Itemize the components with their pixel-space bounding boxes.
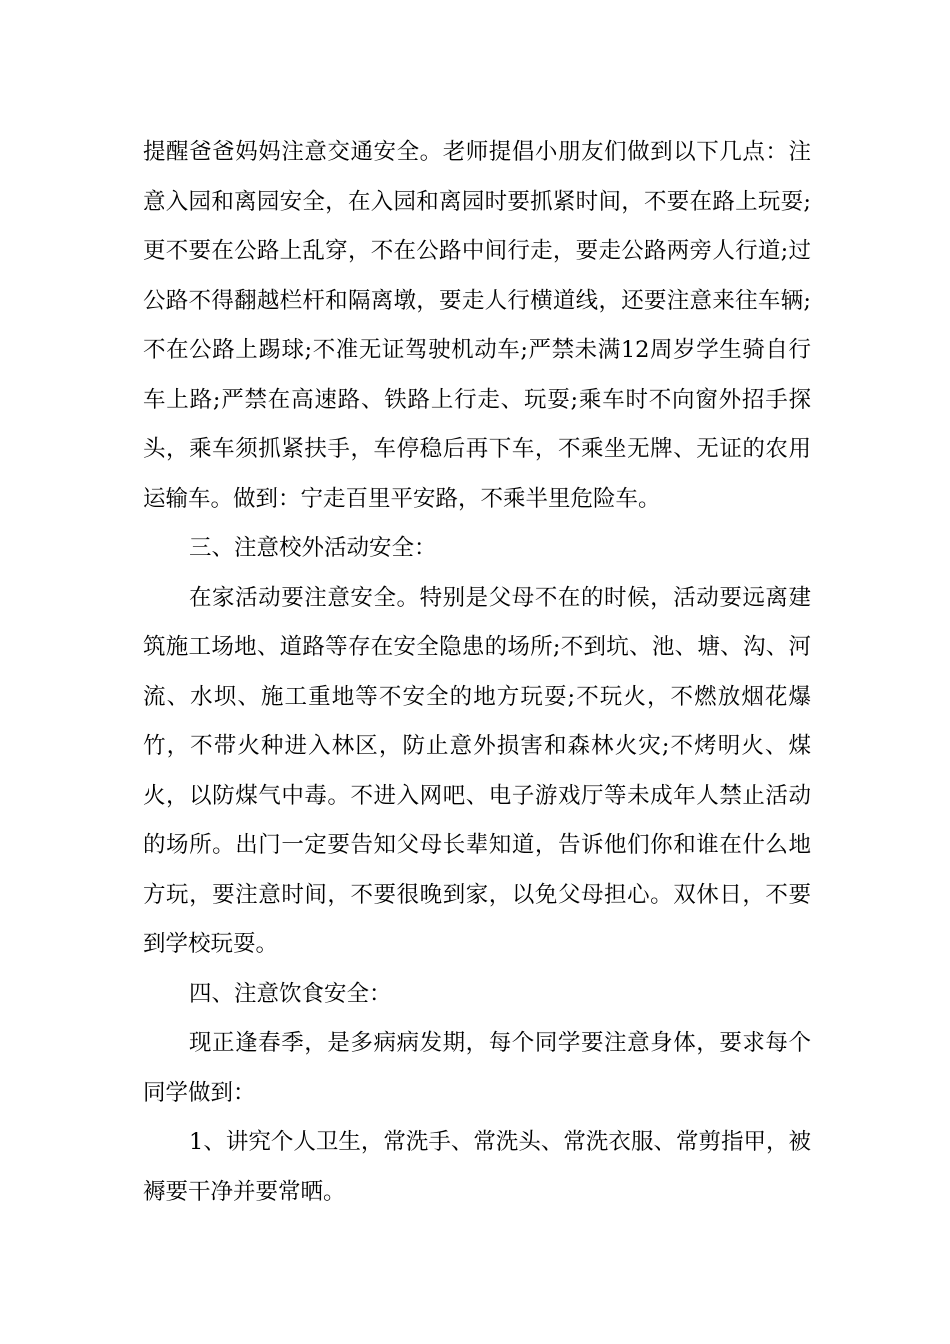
section-heading-outdoor-safety: 三、注意校外活动安全： <box>189 535 437 561</box>
section-heading-food-safety: 四、注意饮食安全： <box>189 980 392 1007</box>
paragraph-traffic-safety: 提醒爸爸妈妈注意交通安全。老师提倡小朋友们做到以下几点：注意入园和离园安全，在入园和离园时要抓紧时间，不要在路上玩耍;更不要在公路上乱穿，不在公路中间行走，要走公路两旁人行道;过公路不得翻越栏杆和隔离墩，要走人行横道线，还要注意来往车辆;不在公路上踢球;不准无证驾驶机动车;严禁未满12周岁学生骑自行车上路;严禁在高速路、铁路上行走、玩耍;乘车时不向窗外招手探头，乘车须抓紧扶手，车停稳后再下车，不乘坐无牌、无证的农用运输车。做到：宁走百里平安路，不乘半里危险车。 <box>143 139 811 512</box>
paragraph-personal-hygiene: 1、讲究个人卫生，常洗手、常洗头、常洗衣服、常剪指甲，被褥要干净并要常晒。 <box>143 1129 811 1205</box>
paragraph-outdoor-activity: 在家活动要注意安全。特别是父母不在的时候，活动要远离建筑施工场地、道路等存在安全隐患的场所;不到坑、池、塘、沟、河流、水坝、施工重地等不安全的地方玩耍;不玩火，不燃放烟花爆竹，不带火种进入林区，防止意外损害和森林火灾;不烤明火、煤火，以防煤气中毒。不进入网吧、电子游戏厅等未成年人禁止活动的场所。出门一定要告知父母长辈知道，告诉他们你和谁在什么地方玩，要注意时间，不要很晚到家，以免父母担心。双休日，不要到学校玩耍。 <box>143 584 811 957</box>
document-page <box>143 128 811 1217</box>
paragraph-spring-health: 现正逢春季，是多病病发期，每个同学要注意身体，要求每个同学做到： <box>143 1030 811 1106</box>
